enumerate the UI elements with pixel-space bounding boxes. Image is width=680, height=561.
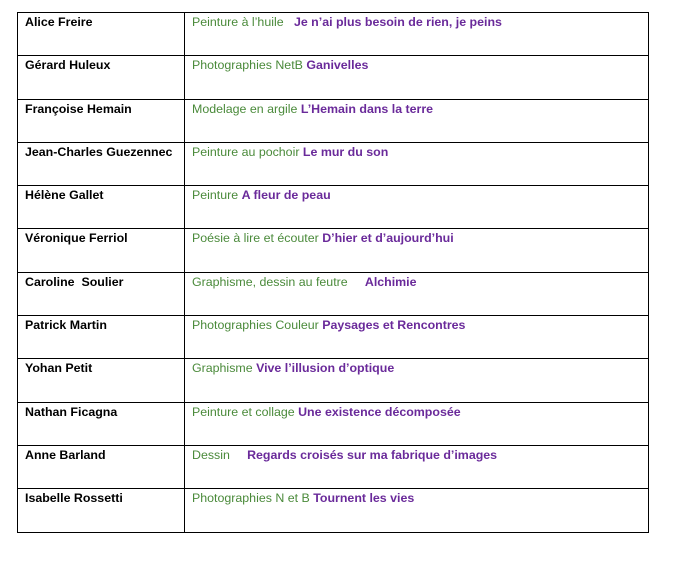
artwork-technique: Modelage en argile: [192, 101, 298, 116]
artist-table: [17, 12, 649, 533]
artwork-technique: Dessin: [192, 447, 230, 462]
artwork-title: A fleur de peau: [241, 188, 331, 203]
table-row: [18, 186, 649, 229]
artwork-technique: Photographies N et B: [192, 491, 310, 506]
artist-name: Patrick Martin: [18, 316, 185, 359]
artwork-title: Regards croisés sur ma fabrique d’images: [247, 447, 498, 462]
artwork-technique: Peinture: [192, 188, 239, 203]
artwork-cell: [185, 229, 649, 272]
artwork-technique: Graphisme: [192, 361, 253, 376]
table-row: [18, 142, 649, 185]
artwork-cell: [185, 316, 649, 359]
table-row: [18, 13, 649, 56]
artist-name: Véronique Ferriol: [18, 229, 185, 272]
artwork-title: Alchimie: [364, 274, 417, 289]
artwork-title: Vive l’illusion d’optique: [256, 361, 395, 376]
artwork-title: Le mur du son: [302, 144, 389, 159]
artwork-technique: Peinture au pochoir: [192, 144, 300, 159]
table-row: [18, 359, 649, 402]
artist-table-body: [18, 13, 649, 533]
table-row: [18, 99, 649, 142]
artist-name: Isabelle Rossetti: [18, 489, 185, 532]
artist-name: Jean-Charles Guezennec: [18, 142, 185, 185]
artist-name: Nathan Ficagna: [18, 402, 185, 445]
artwork-cell: [185, 272, 649, 315]
artwork-technique: Peinture et collage: [192, 404, 295, 419]
artwork-technique: Poésie à lire et écouter: [192, 231, 319, 246]
artwork-cell: [185, 186, 649, 229]
artwork-cell: [185, 99, 649, 142]
artwork-cell: [185, 445, 649, 488]
artist-name: Caroline Soulier: [18, 272, 185, 315]
artwork-title: Une existence décomposée: [298, 404, 461, 419]
artist-name: Anne Barland: [18, 445, 185, 488]
artwork-title: Tournent les vies: [313, 491, 415, 506]
table-row: [18, 229, 649, 272]
artwork-cell: [185, 142, 649, 185]
artwork-cell: [185, 359, 649, 402]
artwork-cell: [185, 56, 649, 99]
table-row: [18, 272, 649, 315]
artist-name: Gérard Huleux: [18, 56, 185, 99]
artwork-title: Je n’ai plus besoin de rien, je peins: [293, 15, 502, 29]
table-row: [18, 489, 649, 532]
artwork-title: Ganivelles: [306, 58, 369, 73]
artwork-technique: Photographies Couleur: [192, 318, 319, 333]
artwork-title: L’Hemain dans la terre: [300, 101, 434, 116]
artwork-cell: [185, 402, 649, 445]
artist-name: Françoise Hemain: [18, 99, 185, 142]
table-row: [18, 56, 649, 99]
artwork-cell: [185, 489, 649, 532]
artwork-technique: Photographies NetB: [192, 58, 303, 73]
artwork-technique: Peinture à l’huile: [192, 15, 284, 29]
artist-name: Hélène Gallet: [18, 186, 185, 229]
table-row: [18, 316, 649, 359]
artwork-technique: Graphisme, dessin au feutre: [192, 274, 348, 289]
artwork-title: Paysages et Rencontres: [322, 318, 466, 333]
artwork-cell: [185, 13, 649, 56]
table-row: [18, 445, 649, 488]
artist-name: Yohan Petit: [18, 359, 185, 402]
artist-name: Alice Freire: [18, 13, 185, 56]
artwork-title: D’hier et d’aujourd’hui: [322, 231, 454, 246]
table-row: [18, 402, 649, 445]
